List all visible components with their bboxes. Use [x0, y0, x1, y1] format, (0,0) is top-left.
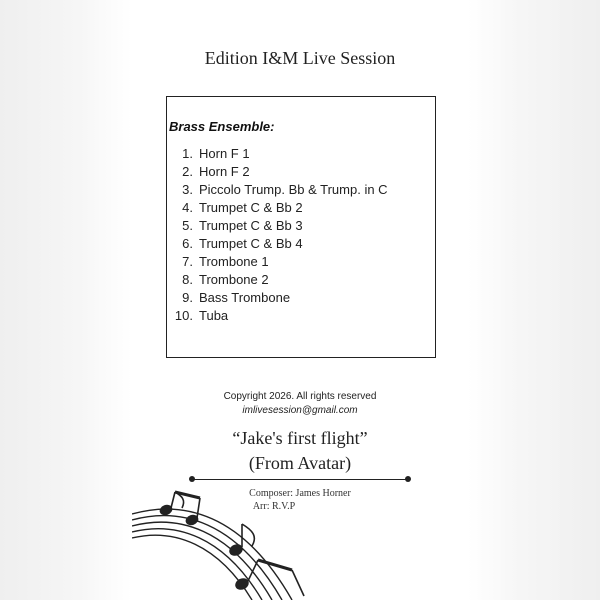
list-item: [167, 145, 388, 163]
item-label: Trombone 1: [199, 254, 269, 269]
item-label: Bass Trombone: [199, 290, 291, 305]
divider-end-dot: [189, 476, 195, 482]
item-label: Trumpet C & Bb 3: [199, 218, 303, 233]
item-label: Piccolo Trump. Bb & Trump. in C: [199, 182, 388, 197]
list-item: [167, 181, 388, 199]
item-label: Horn F 2: [199, 164, 250, 179]
left-margin-blur: [0, 0, 132, 600]
item-number: 1.: [182, 146, 193, 161]
list-item: [167, 235, 388, 253]
divider-end-dot: [405, 476, 411, 482]
piece-subtitle: (From Avatar): [248, 453, 352, 473]
item-number: 2.: [182, 164, 193, 179]
list-item: [167, 163, 388, 181]
copyright-text: Copyright 2026. All rights reserved: [223, 391, 377, 402]
list-item: [167, 307, 388, 325]
list-item: [167, 217, 388, 235]
right-margin-blur: [468, 0, 600, 600]
edition-title: Edition I&M Live Session: [204, 48, 396, 68]
item-number: 6.: [182, 236, 193, 251]
item-number: 5.: [182, 218, 193, 233]
item-number: 3.: [182, 182, 193, 197]
contact-email: imlivesession@gmail.com: [242, 405, 358, 416]
composer-credit: Composer: James Horner: [249, 488, 351, 499]
list-item: [167, 289, 388, 307]
piece-title: “Jake's first flight”: [232, 428, 368, 448]
item-label: Trombone 2: [199, 272, 269, 287]
list-item: [167, 199, 388, 217]
item-label: Trumpet C & Bb 4: [199, 236, 303, 251]
item-number: 9.: [182, 290, 193, 305]
title-divider: [192, 479, 408, 480]
list-item: [167, 253, 388, 271]
score-cover-page: [132, 0, 468, 600]
music-staff-decoration-icon: [132, 490, 332, 600]
arranger-credit: Arr: R.V.P: [252, 501, 296, 512]
ensemble-heading: Brass Ensemble:: [169, 119, 275, 134]
item-label: Tuba: [199, 308, 229, 323]
item-number: 10.: [174, 308, 193, 323]
instrument-list: [167, 145, 388, 325]
item-label: Trumpet C & Bb 2: [199, 200, 303, 215]
item-number: 8.: [182, 272, 193, 287]
item-number: 7.: [182, 254, 193, 269]
list-item: [167, 271, 388, 289]
item-label: Horn F 1: [199, 146, 250, 161]
item-number: 4.: [182, 200, 193, 215]
instrumentation-box: [166, 96, 436, 358]
